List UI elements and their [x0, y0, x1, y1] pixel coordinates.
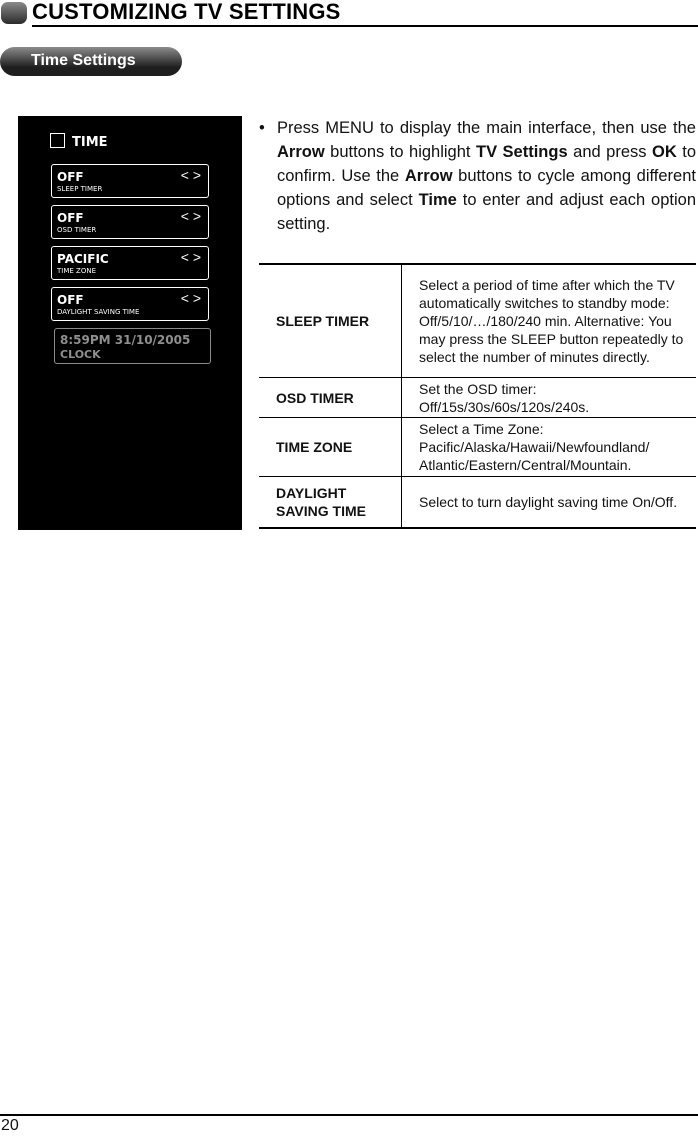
- clock-value: 8:59PM 31/10/2005: [60, 333, 191, 347]
- bullet-icon: •: [259, 119, 265, 137]
- tv-option-label: DAYLIGHT SAVING TIME: [57, 308, 140, 316]
- section-label: Time Settings: [31, 52, 136, 69]
- left-right-arrows-icon: < >: [180, 167, 201, 183]
- table-row: [259, 477, 696, 529]
- tv-option-sleep-timer: [51, 164, 209, 198]
- instruction-paragraph: [259, 116, 696, 236]
- left-right-arrows-icon: < >: [180, 249, 201, 265]
- section-pill: [0, 47, 182, 76]
- table-row: [259, 418, 696, 477]
- time-menu-checkbox-icon: [50, 133, 65, 148]
- setting-description: Set the OSD timer: Off/15s/30s/60s/120s/240s.: [402, 378, 697, 418]
- tv-option-label: SLEEP TIMER: [57, 185, 103, 193]
- page-number: 20: [1, 1117, 19, 1134]
- page-title: CUSTOMIZING TV SETTINGS: [32, 0, 341, 24]
- tv-option-value: OFF: [57, 211, 84, 225]
- left-right-arrows-icon: < >: [180, 208, 201, 224]
- text-run: and press: [567, 143, 652, 161]
- setting-name: OSD TIMER: [259, 378, 402, 418]
- setting-description: Select to turn daylight saving time On/Off.: [402, 477, 697, 529]
- tv-option-value: OFF: [57, 293, 84, 307]
- tv-menu-title: TIME: [72, 135, 108, 150]
- setting-name: TIME ZONE: [259, 418, 402, 477]
- tv-screen-illustration: [18, 116, 242, 530]
- clock-label: CLOCK: [60, 348, 101, 361]
- table-row: [259, 378, 696, 418]
- tv-option-label: OSD TIMER: [57, 226, 97, 234]
- header-rule: [32, 25, 698, 27]
- text-run-bold: Arrow: [404, 167, 453, 185]
- text-run: to confirm. Use the: [277, 143, 696, 185]
- setting-description: Select a Time Zone: Pacific/Alaska/Hawaii/Newfoundland/ Atlantic/Eastern/Central/Mountain.: [402, 418, 697, 477]
- header-badge-icon: [1, 2, 27, 24]
- left-right-arrows-icon: < >: [180, 290, 201, 306]
- text-run: Press MENU to display the main interface, then use the: [277, 119, 696, 137]
- setting-name: DAYLIGHT SAVING TIME: [259, 477, 402, 529]
- text-run-bold: OK: [652, 143, 677, 161]
- tv-option-time-zone: [51, 246, 209, 280]
- text-run-bold: TV Settings: [475, 143, 568, 161]
- footer-rule: [0, 1114, 698, 1116]
- tv-option-osd-timer: [51, 205, 209, 239]
- text-run: buttons to highlight: [324, 143, 476, 161]
- tv-option-clock: [54, 328, 211, 364]
- setting-name: SLEEP TIMER: [259, 264, 402, 378]
- tv-option-label: TIME ZONE: [57, 267, 96, 275]
- text-run: to enter and adjust each option setting.: [277, 191, 697, 233]
- text-run: buttons to cycle among different options and select: [277, 167, 696, 209]
- settings-table: [259, 263, 696, 529]
- tv-option-value: PACIFIC: [57, 252, 109, 266]
- table-row: [259, 264, 696, 378]
- instruction-text: [277, 116, 696, 236]
- text-run-bold: Arrow: [277, 143, 325, 161]
- setting-description: Select a period of time after which the TV automatically switches to standby mode: Off/5/10/…/180/240 min. Alternative: You may press the SLEEP button repeatedly to select the number of minutes directly.: [402, 264, 697, 378]
- tv-option-value: OFF: [57, 170, 84, 184]
- page-header: [0, 0, 698, 30]
- text-run-bold: Time: [418, 191, 457, 209]
- tv-option-daylight-saving: [51, 287, 209, 321]
